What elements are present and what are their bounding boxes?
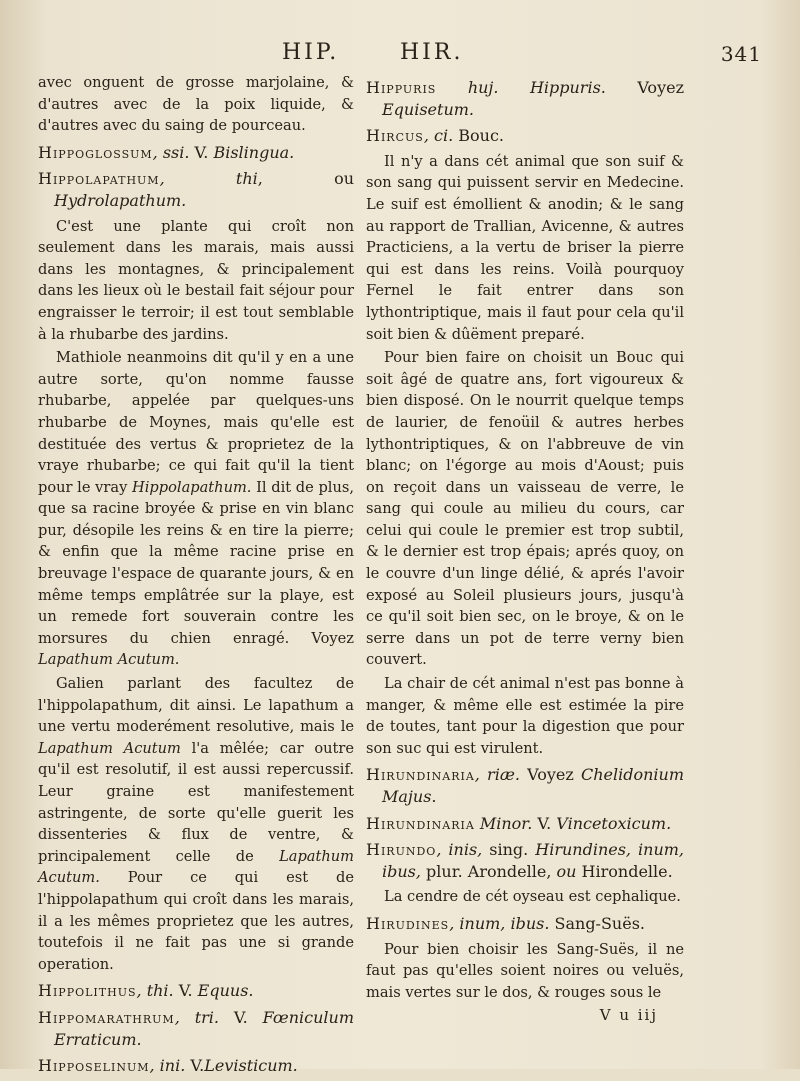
entry-french: Hirondelle. (576, 861, 673, 881)
text-run: l'a mêlée; car outre qu'il est resolutif, il est aussi repercussif. Leur graine est manifestement astringente, de sorte qu'elle guerit les dissenteries & flux de ventre, & principalement celle de (38, 739, 354, 865)
entry-hippolithus (38, 980, 354, 1002)
paragraph: Pour bien choisir les Sang-Suës, il ne faut pas qu'elles soient noires ou veluës, mais vertes sur le dos, & rouges sous le (366, 940, 684, 1001)
entry-headword: Hirudines (366, 913, 450, 933)
italic-term: Lapathum Acutum. (38, 651, 180, 669)
entry-conjunction: ou (556, 861, 577, 881)
entry-french: Sang-Suës. (549, 913, 645, 933)
entry-ref: Voyez (519, 765, 581, 785)
entry-crossref: Hydrolapathum. (54, 190, 187, 210)
entry-hippomarathrum (38, 1007, 354, 1050)
entry-crossref: Fœniculum Erraticum. (54, 1007, 354, 1049)
entry-headword: Hircus (366, 126, 424, 146)
entry-genitive: , thi (159, 169, 258, 189)
text-run: Mathiole neanmoins dit qu'il y en a une autre sorte, qu'on nomme fausse rhubarbe, appelée par quelques-uns rhubarbe de Moynes, mais qu'elle est destituée des vertus & proprietez de la vraye rhubarbe; ce qui fait qu'il la tient pour le vray (38, 349, 354, 496)
entry-genitive: , inum, ibus. (449, 913, 550, 933)
entry-crossref: Levisticum. (204, 1056, 298, 1076)
entry-genitive: , thi. (136, 981, 179, 1001)
running-header (30, 40, 770, 70)
paragraph (38, 347, 354, 671)
entry-headword: Hirundinaria (366, 813, 475, 833)
entry-headword: Hirundo (366, 840, 437, 860)
entry-hirundinaria (366, 764, 684, 807)
italic-term: Lapathum Acutum. (38, 847, 354, 887)
entry-genitive: huj. Hippuris. (436, 78, 606, 97)
entry-genitive: , riæ. (474, 765, 520, 785)
entry-hippolapathum (38, 168, 354, 211)
entry-headword: Hippoglossum (38, 142, 153, 162)
entry-hirundinaria-minor (366, 813, 684, 835)
entry-crossref: Equisetum. (382, 99, 475, 119)
entry-headword: Hipposelinum (38, 1056, 150, 1076)
entry-hippuris (366, 77, 684, 120)
entry-headword: Hippuris (366, 78, 437, 97)
entry-genitive: , ssi. (152, 142, 195, 162)
entry-genitive: , inis, (436, 840, 483, 860)
entry-genitive: , ci. (423, 126, 454, 146)
entry-ref: V. (190, 1056, 205, 1076)
entry-hippoglossum (38, 142, 354, 164)
entry-hipposelinum (38, 1055, 354, 1077)
paragraph: Il n'y a dans cét animal que son suif & son sang qui puissent servir en Medecine. Le suif est émollient & anodin; & le sang au rapport de Trallian, Avicenne, & autres Practiciens, a la vertu de briser la pierre qui est dans les reins. Voilà pourquoy Fernel le fait entrer dans son lythontriptique, mais il faut pour cela qu'il soit bien & dûëment preparé. (366, 152, 684, 343)
entry-number: sing. (482, 840, 536, 860)
entry-crossref: Chelidonium Majus. (382, 765, 685, 806)
paragraph: La cendre de cét oyseau est cephalique. (384, 888, 681, 906)
right-column (366, 72, 684, 1027)
text-run: Pour ce qui est de l'hippolapathum qui croît dans les marais, il a les mêmes proprietez que les autres, toutefois il ne fait pas une si grande operation. (38, 869, 354, 973)
entry-ref: Voyez (605, 78, 685, 97)
paragraph: La chair de cét animal n'est pas bonne à manger, & même elle est estimée la pire de toutes, tant pour la digestion que pour son suc qui est virulent. (366, 675, 684, 757)
left-column (38, 72, 354, 1081)
entry-ref: , ou (257, 169, 354, 189)
entry-headword: Hippomarathrum (38, 1007, 175, 1027)
entry-french: Bouc. (453, 126, 504, 146)
paragraph: avec onguent de grosse marjolaine, & d'autres avec de la poix liquide, & d'autres avec du saing de pourceau. (38, 74, 354, 135)
entry-headword: Hirundinaria (366, 765, 475, 785)
text-run: Galien parlant des facultez de l'hippolapathum, dit ainsi. Le lapathum a une vertu moderément resolutive, mais le (38, 675, 354, 736)
entry-hircus (366, 125, 684, 147)
entry-plural: Hirundines, inum, ibus, (382, 840, 684, 881)
entry-crossref: Equus. (197, 981, 254, 1001)
italic-term: Lapathum Acutum (38, 739, 181, 757)
entry-headword: Hippolapathum (38, 169, 160, 189)
entry-genitive: , tri. (174, 1007, 234, 1027)
entry-french: plur. Arondelle, (420, 861, 557, 881)
paragraph: C'est une plante qui croît non seulement dans les marais, mais aussi dans les montagnes, & principalement dans les lieux où le bestail fait séjour pour engraisser le terroir; il est tout semblable à la rhubarbe des jardins. (38, 217, 354, 343)
entry-crossref: Vincetoxicum. (556, 813, 672, 833)
entry-ref: V. (194, 142, 214, 162)
entry-ref: V. (233, 1007, 263, 1027)
signature-mark: V u iij (599, 1006, 658, 1025)
page-number: 341 (720, 42, 762, 66)
entry-hirudines (366, 913, 684, 935)
header-right-word: HIR. (400, 40, 464, 65)
paragraph: Pour bien faire on choisit un Bouc qui soit âgé de quatre ans, fort vigoureux & bien disposé. On le nourrit quelque temps de laurier, de fenoüil & autres herbes lythontriptiques, & on l'abbreuve de vin blanc; on l'égorge au mois d'Aoust; puis on reçoit dans un vaisseau de verre, le sang qui coule au milieu du cours, car celui qui coule le premier est trop subtil, & le dernier est trop épais; aprés quoy, on le couvre d'un linge délié, & aprés l'avoir exposé au Soleil plusieurs jours, jusqu'à ce qu'il soit bien sec, on le broye, & on le serre dans un pot de terre verny bien couvert. (366, 349, 684, 669)
italic-term: Hippolapathum. (132, 478, 252, 496)
header-left-word: HIP. (282, 40, 340, 65)
entry-headword: Hippolithus (38, 981, 137, 1001)
entry-genitive: , ini. (149, 1056, 191, 1076)
entry-qualifier: Minor. (474, 813, 533, 833)
paragraph (38, 673, 354, 975)
entry-crossref: Bislingua. (213, 142, 295, 162)
entry-hirundo (366, 839, 684, 882)
entry-ref: V. (178, 981, 198, 1001)
text-run: Il dit de plus, que sa racine broyée & prise en vin blanc pur, désopile les reins & en tire la pierre; & enfin que la même racine prise en breuvage l'espace de quarante jours, & en même temps emplâtrée sur la playe, est un remede fort souverain contre les morsures du chien enragé. Voyez (38, 478, 354, 647)
entry-ref: V. (532, 813, 557, 833)
